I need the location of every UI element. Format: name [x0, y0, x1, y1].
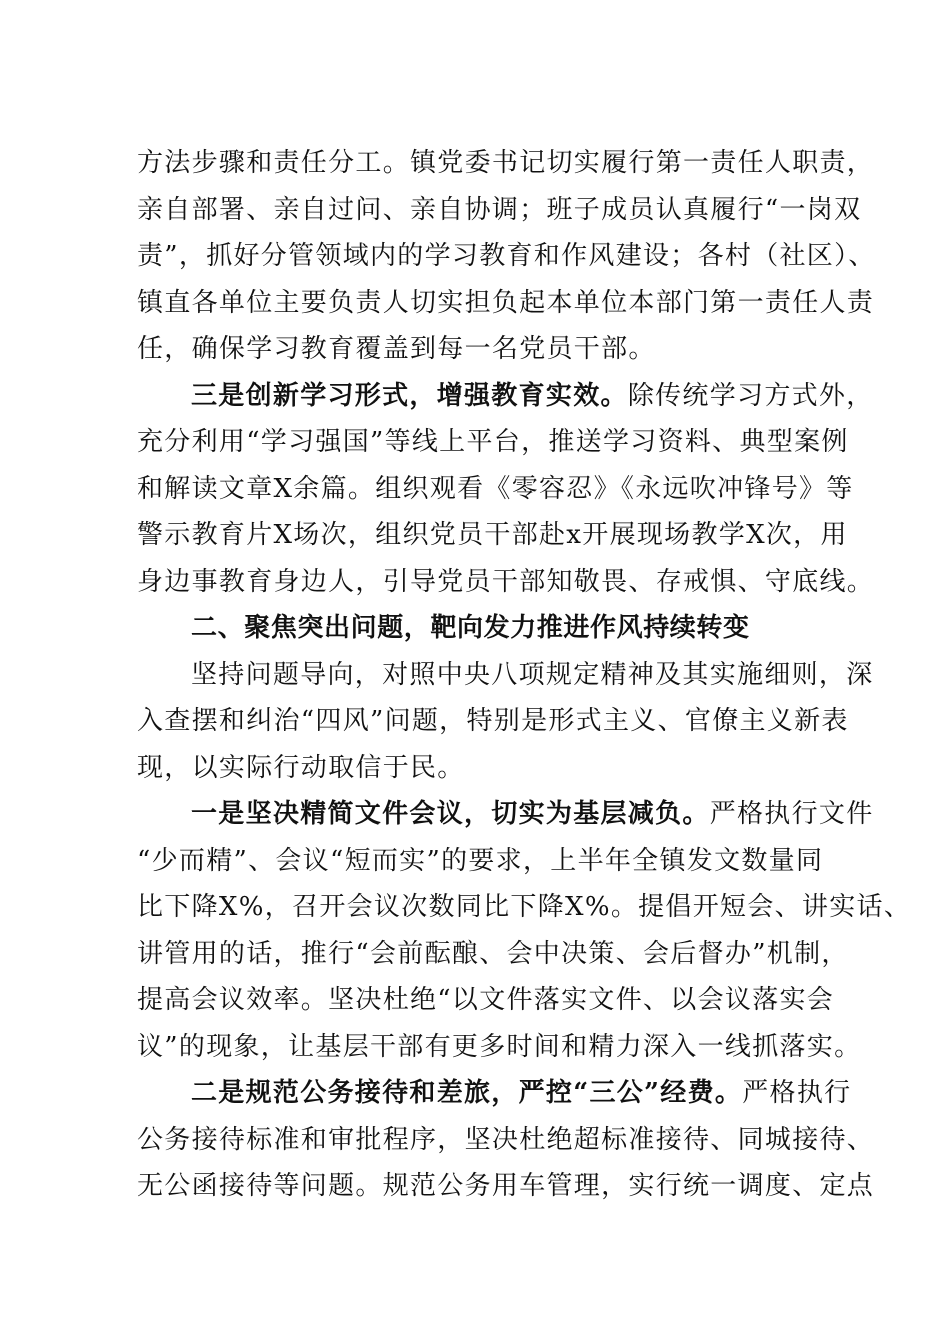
text-line: 比下降X%，召开会议次数同比下降X%。提倡开短会、讲实话、: [137, 892, 912, 922]
paragraph-lead: 一是坚决精简文件会议，切实为基层减负。: [191, 799, 710, 829]
text-run: 除传统学习方式外，: [627, 380, 874, 411]
text-line: 讲管用的话，推行“会前酝酿、会中决策、会后督办”机制，: [137, 938, 849, 969]
paragraph-lead: 二是规范公务接待和差旅，严控“三公”经费。: [191, 1078, 743, 1108]
paragraph: [137, 140, 876, 373]
text-line: 议”的现象，让基层干部有更多时间和精力深入一线抓落实。: [137, 1031, 862, 1062]
text-line: 坚持问题导向，对照中央八项规定精神及其实施细则，深: [191, 659, 874, 690]
text-line: 充分利用“学习强国”等线上平台，推送学习资料、典型案例: [137, 427, 849, 457]
text-line: 身边事教育身边人，引导党员干部知敬畏、存戒惧、守底线。: [137, 566, 875, 597]
paragraph: [137, 1070, 875, 1210]
text-line: 入查摆和纠治“四风”问题，特别是形式主义、官僚主义新表: [137, 706, 849, 736]
paragraph: [137, 791, 912, 1070]
text-line: 责”，抓好分管领域内的学习教育和作风建设；各村（社区）、: [137, 241, 876, 271]
text-line: 现，以实际行动取信于民。: [137, 752, 465, 783]
text-run: 严格执行: [742, 1078, 852, 1108]
paragraph: [137, 652, 874, 792]
text-line: [137, 791, 874, 838]
paragraph: [137, 373, 875, 606]
document-page: [137, 140, 912, 1210]
text-line: 亲自部署、亲自过问、亲自协调；班子成员认真履行“一岗双: [137, 194, 862, 225]
text-line: 无公函接待等问题。规范公务用车管理，实行统一调度、定点: [137, 1171, 875, 1201]
text-line: 任，确保学习教育覆盖到每一名党员干部。: [137, 334, 656, 364]
text-line: “少而精”、会议“短而实”的要求，上半年全镇发文数量同: [137, 845, 824, 876]
section-heading: 二、聚焦突出问题，靶向发力推进作风持续转变: [191, 613, 750, 643]
text-line: 提高会议效率。坚决杜绝“以文件落实文件、以会议落实会: [137, 985, 835, 1015]
text-run: 严格执行文件: [709, 799, 874, 829]
text-line: 公务接待标准和审批程序，坚决杜绝超标准接待、同城接待、: [137, 1124, 875, 1155]
text-line: [137, 373, 874, 420]
text-line: 方法步骤和责任分工。镇党委书记切实履行第一责任人职责，: [137, 148, 875, 178]
text-line: 和解读文章X余篇。组织观看《零容忍》《永远吹冲锋号》等: [137, 473, 854, 504]
text-line: 镇直各单位主要负责人切实担负起本单位本部门第一责任人责: [137, 287, 875, 318]
text-line: 警示教育片X场次，组织党员干部赴x开展现场教学X次，用: [137, 520, 848, 550]
paragraph-lead: 三是创新学习形式，增强教育实效。: [191, 380, 628, 411]
text-line: [137, 1070, 852, 1117]
